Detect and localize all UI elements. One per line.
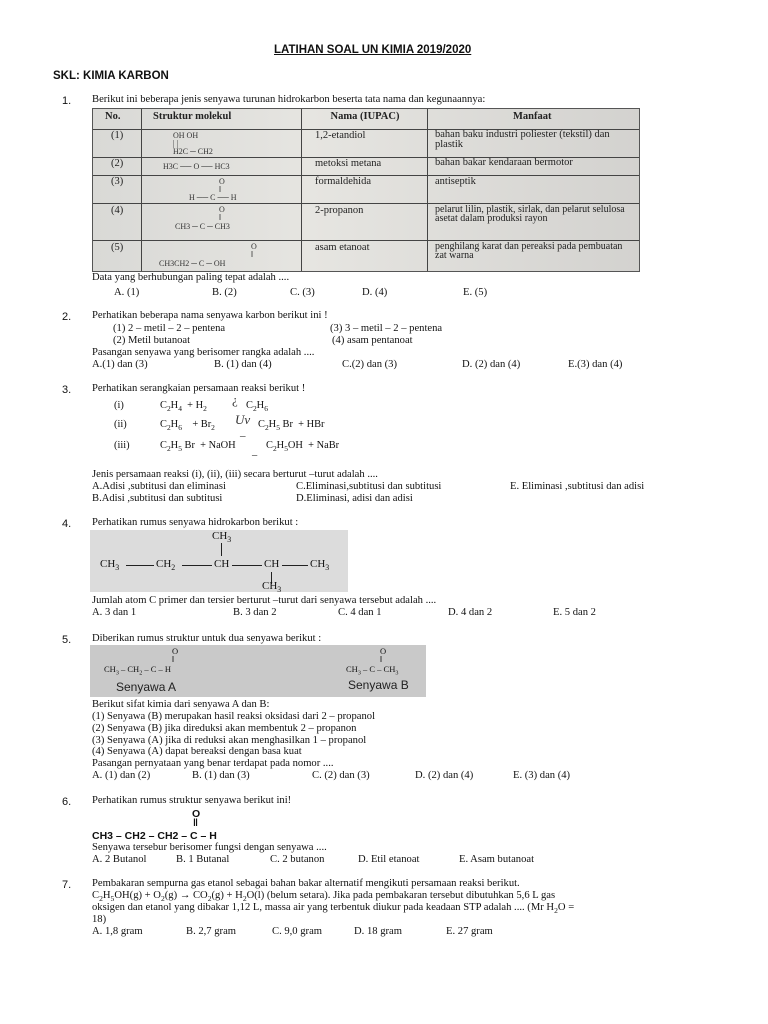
q6-option-c[interactable]: C. 2 butanon [270, 854, 325, 865]
row5-no: (5) [111, 242, 124, 253]
row1-no: (1) [111, 130, 124, 141]
q4-option-d[interactable]: D. 4 dan 2 [448, 607, 493, 618]
row1-struct-l2: | | [173, 139, 179, 148]
q3-r3-label: (iii) [114, 440, 130, 451]
q5-option-a[interactable]: A. (1) dan (2) [92, 770, 151, 781]
q5b-label: Senyawa B [348, 678, 409, 692]
row4-struct-l3: CH3 ─ C ─ CH3 [175, 222, 230, 231]
q3-r1-label: (i) [114, 400, 124, 411]
q4-option-a[interactable]: A. 3 dan 1 [92, 607, 137, 618]
q5-option-e[interactable]: E. (3) dan (4) [513, 770, 571, 781]
q7-option-a[interactable]: A. 1,8 gram [92, 926, 143, 937]
q1-stem: Data yang berhubungan paling tepat adalah .... [92, 272, 290, 283]
q2-option-a[interactable]: A.(1) dan (3) [92, 359, 148, 370]
q7-option-e[interactable]: E. 27 gram [446, 926, 493, 937]
q5b-formula: $CH_3$ – C – $CH_3$ [346, 664, 399, 677]
row4-manfaat: pelarut lilin, plastik, sirlak, dan pelarut selulosa asetat dalam produksi rayon [435, 204, 625, 224]
q6-option-d[interactable]: D. Etil etanoat [358, 854, 420, 865]
q5-option-d[interactable]: D. (2) dan (4) [415, 770, 474, 781]
row4-struct-l1: O [219, 205, 225, 214]
q7-line1: Pembakaran sempurna gas etanol sebagai bahan bakar alternatif mengikuti persamaan reaksi berikut. [92, 878, 520, 889]
row1-struct-l3: H2C ─ CH2 [173, 147, 213, 156]
row3-no: (3) [111, 176, 124, 187]
q5-option-c[interactable]: C. (2) dan (3) [312, 770, 370, 781]
q2-option-b[interactable]: B. (1) dan (4) [214, 359, 272, 370]
q5b-o: O [380, 646, 387, 656]
q5-item-2: (2) Senyawa (B) jika direduksi akan membentuk 2 – propanon [92, 723, 357, 734]
q1-option-e[interactable]: E. (5) [463, 287, 488, 298]
q4-option-b[interactable]: B. 3 dan 2 [233, 607, 277, 618]
q6-option-b[interactable]: B. 1 Butanal [176, 854, 230, 865]
row5-struct-l3: CH3CH2 ─ C ─ OH [159, 259, 226, 268]
q7-option-b[interactable]: B. 2,7 gram [186, 926, 237, 937]
q6-text: Perhatikan rumus struktur senyawa berikut ini! [92, 795, 292, 806]
q3-number: 3. [62, 384, 72, 396]
q1-text: Berikut ini beberapa jenis senyawa turunan hidrokarbon beserta tata nama dan kegunaannya: [92, 94, 486, 105]
q3-option-e[interactable]: E. Eliminasi ,subtitusi dan adisi [510, 481, 645, 492]
table-header-struktur: Struktur molekul [153, 111, 232, 122]
row5-struct-l2: ‖ [251, 250, 254, 259]
q6-option-e[interactable]: E. Asam butanoat [459, 854, 535, 865]
q4-c1: $CH_3$ [100, 558, 120, 573]
q2-option-c[interactable]: C.(2) dan (3) [342, 359, 398, 370]
q3-text: Perhatikan serangkaian persamaan reaksi berikut ! [92, 383, 306, 394]
q4-c4: CH [264, 558, 280, 570]
q3-r3-left: $C_2H_5$ Br + NaOH [160, 440, 236, 454]
q6-o: O [192, 808, 201, 820]
q1-option-c[interactable]: C. (3) [290, 287, 315, 298]
q5-item-3: (3) Senyawa (A) jika di reduksi akan menghasilkan 1 – propanol [92, 735, 367, 746]
row4-nama: 2-propanon [315, 205, 364, 216]
q2-stem: Pasangan senyawa yang berisomer rangka adalah .... [92, 347, 315, 358]
q5-structure-photo [90, 645, 426, 697]
q1-number: 1. [62, 95, 72, 107]
q3-option-c[interactable]: C.Eliminasi,subtitusi dan subtitusi [296, 481, 442, 492]
q3-option-d[interactable]: D.Eliminasi, adisi dan adisi [296, 493, 413, 504]
q3-r3-right: $C_2H_5OH$ + NaBr [266, 440, 340, 454]
row1-struct-l1: OH OH [173, 131, 199, 140]
q7-option-c[interactable]: C. 9,0 gram [272, 926, 323, 937]
skl-heading: SKL: KIMIA KARBON [53, 70, 169, 82]
q4-text: Perhatikan rumus senyawa hidrokarbon berikut : [92, 517, 299, 528]
row3-nama: formaldehida [315, 176, 371, 187]
q5-number: 5. [62, 634, 72, 646]
q2-text: Perhatikan beberapa nama senyawa karbon berikut ini ! [92, 310, 328, 321]
q1-table-photo [92, 108, 640, 272]
q5-stem: Pasangan pernyataan yang benar terdapat pada nomor .... [92, 758, 334, 769]
q5-item-4: (4) Senyawa (A) dapat bereaksi dengan basa kuat [92, 746, 302, 757]
q3-option-b[interactable]: B.Adisi ,subtitusi dan subtitusi [92, 493, 223, 504]
q4-number: 4. [62, 518, 72, 530]
q1-option-b[interactable]: B. (2) [212, 287, 237, 298]
page-title: LATIHAN SOAL UN KIMIA 2019/2020 [274, 44, 472, 56]
q4-structure-photo [90, 530, 348, 595]
q5a-formula: $CH_3 - CH_2$ – C – H [104, 664, 172, 677]
q1-option-d[interactable]: D. (4) [362, 287, 388, 298]
q7-option-d[interactable]: D. 18 gram [354, 926, 402, 937]
q3-r3-arrow: _ [252, 446, 258, 457]
q6-stem: Senyawa tersebur berisomer fungsi dengan senyawa .... [92, 842, 327, 853]
q2-item-2: (2) Metil butanoat [113, 335, 191, 346]
q2-item-3: (3) 3 – metil – 2 – pentena [330, 323, 443, 334]
q2-option-d[interactable]: D. (2) dan (4) [462, 359, 521, 370]
q6-number: 6. [62, 796, 72, 808]
row4-no: (4) [111, 205, 124, 216]
q3-r1-left: $C_2H_4 + H_2$ [160, 400, 207, 414]
q4-top-ch3: $CH_3$ [212, 530, 232, 545]
q4-stem: Jumlah atom C primer dan tersier berturut –turut dari senyawa tersebut adalah .... [92, 595, 437, 606]
q4-option-e[interactable]: E. 5 dan 2 [553, 607, 596, 618]
row5-manfaat: penghilang karat dan pereaksi pada pembuatan zat warna [435, 241, 623, 261]
q7-line2: $C_2H_5OH(g) + O_2(g) \to CO_2(g) + H_2O(l)$ (belum setara). Jika pada pembakaran tersebut dibutuhkan 5,6 L gas [92, 890, 556, 904]
row2-no: (2) [111, 158, 124, 169]
q3-r2-arrow-line: _ [240, 426, 246, 438]
q6-formula: CH3 – CH2 – CH2 – C – H [92, 830, 217, 842]
q3-option-a[interactable]: A.Adisi ,subtitusi dan eliminasi [92, 481, 226, 492]
row2-manfaat: bahan bakar kendaraan bermotor [435, 157, 573, 168]
q3-r2-left: $C_2H_6$ + $Br_2$ [160, 419, 215, 433]
table-header-nama: Nama (IUPAC) [330, 111, 400, 122]
row2-nama: metoksi metana [315, 158, 382, 169]
q5-text: Diberikan rumus struktur untuk dua senyawa berikut : [92, 633, 322, 644]
q3-r1-right: $C_2H_6$ [246, 400, 268, 414]
row3-struct-l1: O [219, 177, 225, 186]
q4-c5: $CH_3$ [310, 558, 330, 573]
table-header-manfaat: Manfaat [513, 111, 552, 122]
q5a-label: Senyawa A [116, 680, 177, 694]
row4-struct-l2: ‖ [219, 213, 222, 222]
q3-r2-label: (ii) [114, 419, 127, 430]
q5a-o: O [172, 646, 179, 656]
q4-c3: CH [214, 558, 230, 570]
q1-option-a[interactable]: A. (1) [114, 287, 140, 298]
q7-number: 7. [62, 879, 72, 891]
q2-number: 2. [62, 311, 72, 323]
row1-manfaat: bahan baku industri poliester (tekstil) dan plastik [435, 129, 610, 150]
row3-struct-l3: H ── C ── H [189, 193, 237, 202]
q3-r2-right: $C_2H_5$ Br + HBr [258, 419, 325, 433]
table-header-no: No. [105, 111, 121, 122]
q4-option-c[interactable]: C. 4 dan 1 [338, 607, 382, 618]
q4-bottom-ch3: $CH_3$ [262, 580, 282, 595]
q2-item-1: (1) 2 – metil – 2 – pentena [113, 323, 226, 334]
q3-r1-arrow: ¿ [232, 392, 238, 407]
q7-line3: oksigen dan etanol yang dibakar 1,12 L, massa air yang terbentuk diukur pada keadaan STP adalah .... (Mr $H_2O$ = [92, 902, 575, 916]
q5-intro: Berikut sifat kimia dari senyawa A dan B: [92, 699, 270, 710]
row2-struct: H3C ── O ── HC3 [163, 162, 230, 171]
q6-dbl: ‖ [193, 818, 198, 829]
q5b-dbl: ‖ [380, 654, 383, 664]
row5-struct-l1: O [251, 242, 257, 251]
q5-item-1: (1) Senyawa (B) merupakan hasil reaksi oksidasi dari 2 – propanol [92, 711, 376, 722]
row3-manfaat: antiseptik [435, 176, 476, 187]
q5a-dbl: ‖ [172, 654, 175, 664]
q4-c2: $CH_2$ [156, 558, 176, 573]
q3-stem: Jenis persamaan reaksi (i), (ii), (iii) secara berturut –turut adalah .... [92, 469, 378, 480]
row1-nama: 1,2-etandiol [315, 130, 366, 141]
q6-option-a[interactable]: A. 2 Butanol [92, 854, 147, 865]
row3-struct-l2: ‖ [219, 185, 222, 194]
row5-nama: asam etanoat [315, 242, 370, 253]
q5-option-b[interactable]: B. (1) dan (3) [192, 770, 250, 781]
q3-r2-arrow: Uv [235, 412, 251, 427]
q2-option-e[interactable]: E.(3) dan (4) [568, 359, 623, 370]
q7-line4: 18) [92, 914, 107, 925]
q2-item-4: (4) asam pentanoat [332, 335, 413, 346]
